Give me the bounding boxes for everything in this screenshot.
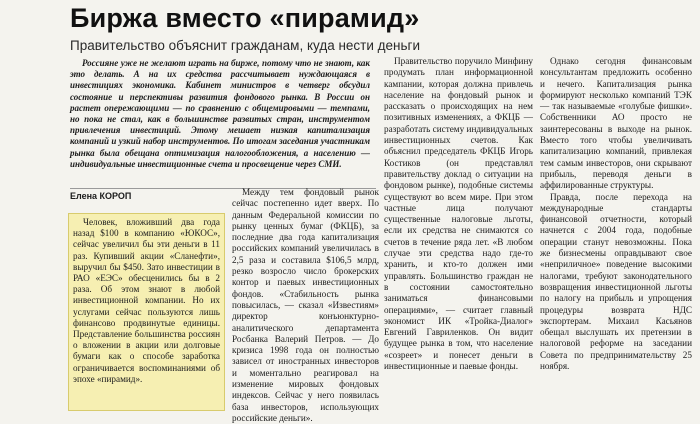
paragraph: Правда, после перехода на международные стандарты финансовой отчетности, который начнется с 2004 года, подобные операции станут невозможны. Пока же бизнесмены оправдывают свое «неприличное» поведение высокими налогами, требуют законодательного возвращения инвестиционной льготы по налогу на прибыль и упрощения процедуры возврата НДС экспортерам. Михаил Касьянов обещал выслушать их претензии в налоговой реформе на заседании Совета по предпринимательству 25 ноября. bbox=[540, 191, 692, 372]
article-subheadline: Правительство объяснит гражданам, куда нести деньги bbox=[70, 38, 420, 53]
article-headline: Биржа вместо «пирамид» bbox=[70, 3, 420, 33]
article-column-3 bbox=[384, 56, 533, 412]
paragraph: Правительство поручило Минфину продумать план информационной кампании, которая должна привлечь население на фондовый рынок и рассказать о происходящих на нем позитивных изменениях, а ФКЦБ — разработать систему индивидуальных инвестиционных счетов. Как объяснил председатель ФКЦБ Игорь Костиков (он представлял правительству доклад о ситуации на фондовом рынке), подобные системы существуют во всем мире. При этом частные лица получают существенные налоговые льготы, если их средства не снимаются со счетов в течение ряда лет. «В любом случае эти средства надо где-то хранить, и кто-то должен ими управлять. Большинство граждан не в состоянии самостоятельно заниматься финансовыми операциями», — считает главный экономист ИК «Тройка-Диалог» Евгений Гавриленков. Он видит будущее рынка в том, что население «созреет» и понесет деньги в инвестиционные и паевые фонды. bbox=[384, 56, 533, 372]
highlight-sidebar bbox=[68, 213, 225, 411]
paragraph: Однако сегодня финансовым консультантам предложить особенно и нечего. Капитализация рынка формируют несколько компаний ТЭК — так называемые «голубые фишки». Собственники АО просто не заинтересованы в выходе на рынок. Вместо того чтобы увеличивать капитализацию компаний, привлекая тем самым инвесторов, они скрывают прибыль, переводя деньги в аффилированные структуры. bbox=[540, 56, 692, 191]
author-byline: Елена КОРОП bbox=[70, 191, 132, 201]
paragraph: Между тем фондовый рынок сейчас постепенно идет вверх. По данным Федеральной комиссии по рынку ценных бумаг (ФКЦБ), за последние два года капитализация российских компаний увеличилась в 2,5 раза и составила $106,5 млрд, резко возросло число брокерских контор и паевых инвестиционных фондов. «Стабильность рынка повысилась, — сказал «Известиям» директор конъюнктурно-аналитического департамента Росбанка Валерий Петров. — До кризиса 1998 года он полностью зависел от иностранных инвесторов и моментально реагировал на изменение мировых фондовых индексов. Сейчас у него появилась база инвесторов, использующих российские деньги». bbox=[232, 187, 379, 423]
sidebar-text: Человек, вложивший два года назад $100 в компанию «ЮКОС», сейчас увеличил бы эти деньги в 11 раз. Купивший акции «Сланефти», выручил бы $450. Зато инвестиции в РАО «ЕЭС» обесценились бы в 2 раза. Об этом знают в любой инвестиционной компании. Но их услугами сейчас пользуются лишь финансово продвинутые единицы. Представление большинства россиян о вложении в акции или долговые бумаги как о способе заработка ограничивается воспоминаниями об эпохе «пирамид». bbox=[73, 217, 220, 384]
article-column-4 bbox=[540, 56, 692, 412]
article-lead: Россияне уже не желают играть на бирже, потому что не знают, как это делать. А на их средства рассчитывает нуждающаяся в инвестициях экономика. Кабинет министров в четверг обсудил состояние и перспективы развития фондового рынка. В России он растет опережающими — по сравнению с общемировыми — темпами, но пока не стал, как в большинстве развитых стран, инструментом привлечения инвестиций. Этому мешает низкая капитализация компаний и узкий набор инструментов. По итогам заседания участникам рынка была обещана оптимизация налогообложения, а населению — индивидуальные инвестиционные счета и просвещение через СМИ. bbox=[70, 58, 370, 169]
article-column-2 bbox=[232, 187, 379, 423]
